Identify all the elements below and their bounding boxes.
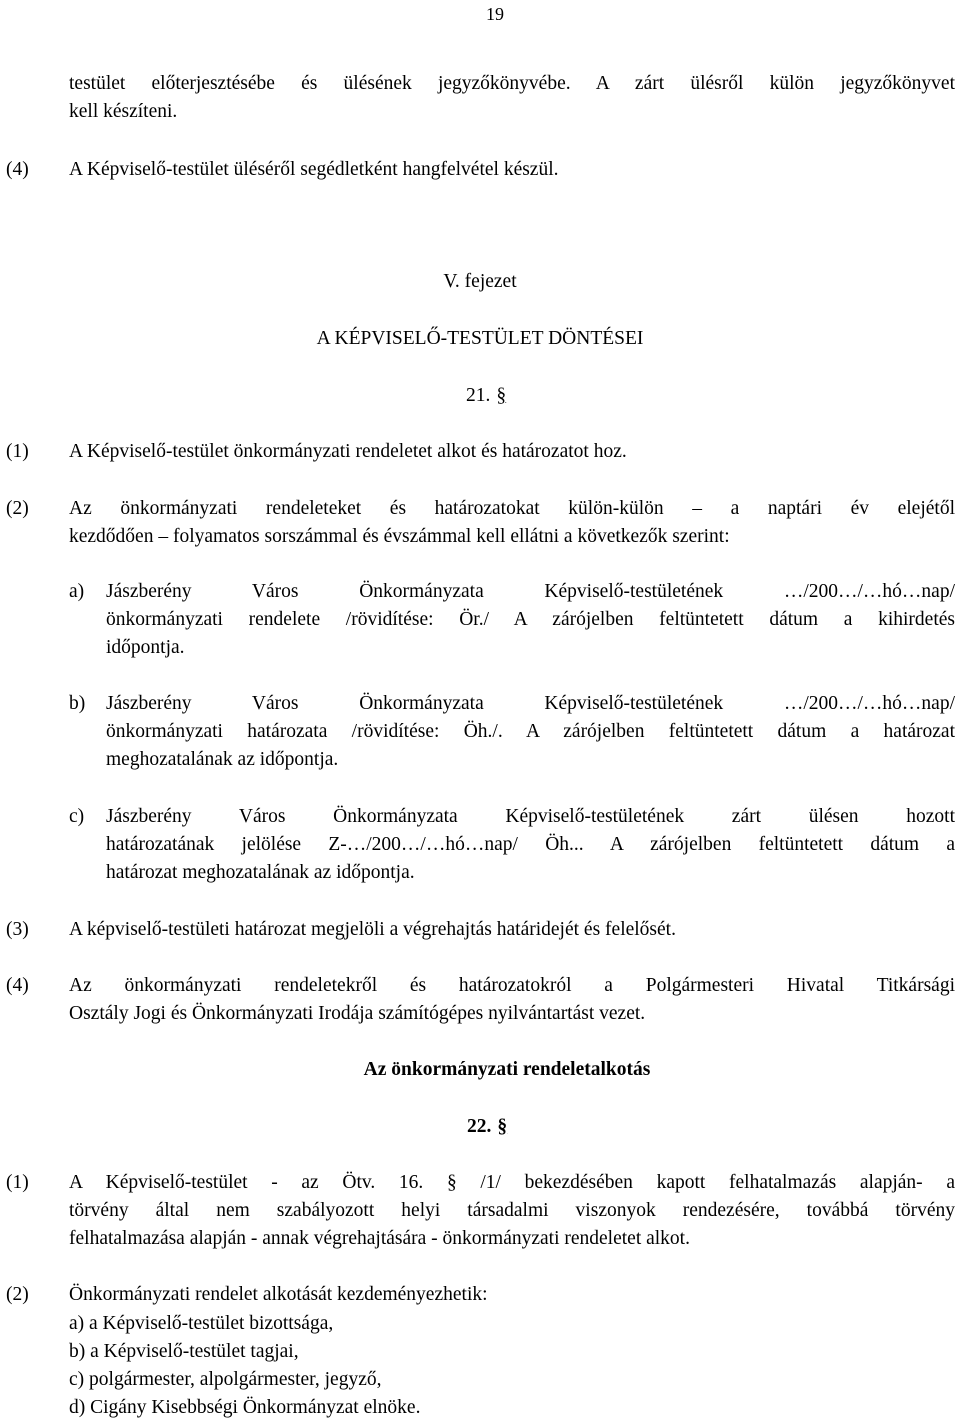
s22-1-text <box>69 1169 955 1253</box>
s21-3-number: (3) <box>6 919 29 940</box>
item-b-line-2: önkormányzati határozata /rövidítése: Öh./. A zárójelben feltüntetett dátum a határozat <box>106 721 955 742</box>
s21-4-line-1: Az önkormányzati rendeletekről és határozatokról a Polgármesteri Hivatal Titkársági <box>69 975 955 996</box>
list-item: d) Cigány Kisebbségi Önkormányzat elnöke. <box>69 1397 421 1418</box>
section-21-label: 21. <box>466 385 491 406</box>
item-a-line-2: önkormányzati rendelete /rövidítése: Ör./ A zárójelben feltüntetett dátum a kihirdetés <box>106 609 955 630</box>
item-a-text <box>106 578 955 662</box>
s-top4-number: (4) <box>6 159 29 180</box>
list-item: b) a Képviselő-testület tagjai, <box>69 1341 299 1362</box>
item-b-line-1: Jászberény Város Önkormányzata Képviselő-testületének …/200…/…hó…nap/ <box>106 693 955 714</box>
s-top4-text: A Képviselő-testület üléséről segédletként hangfelvétel készül. <box>69 159 559 180</box>
list-item: c) polgármester, alpolgármester, jegyző, <box>69 1369 382 1390</box>
section-symbol-icon: § <box>497 1116 508 1137</box>
chapter-title: A KÉPVISELŐ-TESTÜLET DÖNTÉSEI <box>316 328 644 349</box>
item-b-label: b) <box>69 693 86 714</box>
section-symbol-icon: § <box>496 385 507 406</box>
s21-4-text <box>69 972 955 1028</box>
s21-1-text: A Képviselő-testület önkormányzati rendeletet alkot és határozatot hoz. <box>69 441 627 462</box>
s21-2-text <box>69 495 955 551</box>
s22-1-line-3: felhatalmazása alapján - annak végrehajtására - önkormányzati rendeletet alkot. <box>69 1228 690 1249</box>
s22-1-line-1: A Képviselő-testület - az Ötv. 16. § /1/ bekezdésében kapott felhatalmazás alapján- a <box>69 1172 955 1193</box>
s21-4-number: (4) <box>6 975 29 996</box>
item-c-label: c) <box>69 806 85 827</box>
top-line-2: kell készíteni. <box>69 101 178 122</box>
section-22-heading <box>467 1113 507 1141</box>
section-21-heading <box>466 382 506 410</box>
item-c-text <box>106 803 955 887</box>
s21-3-text: A képviselő-testületi határozat megjelöli a végrehajtás határidejét és felelősét. <box>69 919 676 940</box>
item-b-line-3: meghozatalának az időpontja. <box>106 749 339 770</box>
s21-2-line-1: Az önkormányzati rendeleteket és határozatokat külön-külön – a naptári év elejétől <box>69 498 955 519</box>
item-b-text <box>106 690 955 774</box>
s21-1-number: (1) <box>6 441 29 462</box>
top-paragraph <box>69 70 955 126</box>
s22-1-line-2: törvény által nem szabályozott helyi társadalmi viszonyok rendezésére, továbbá törvény <box>69 1200 955 1221</box>
list-item: a) a Képviselő-testület bizottsága, <box>69 1313 334 1334</box>
s21-2-number: (2) <box>6 498 29 519</box>
s22-2-number: (2) <box>6 1284 29 1305</box>
section-22-label: 22. <box>467 1116 492 1137</box>
item-c-line-1: Jászberény Város Önkormányzata Képviselő-testületének zárt ülésen hozott <box>106 806 955 827</box>
item-a-label: a) <box>69 581 85 602</box>
page-number: 19 <box>486 4 504 24</box>
item-c-line-3: határozat meghozatalának az időpontja. <box>106 862 415 883</box>
s21-2-line-2: kezdődően – folyamatos sorszámmal és évszámmal kell ellátni a következők szerint: <box>69 526 730 547</box>
item-a-line-3: időpontja. <box>106 637 185 658</box>
s21-4-line-2: Osztály Jogi és Önkormányzati Irodája számítógépes nyilvántartást vezet. <box>69 1003 646 1024</box>
top-line-1: testület előterjesztésébe és ülésének jegyzőkönyvébe. A zárt ülésről külön jegyzőkönyvet <box>69 73 955 94</box>
item-a-line-1: Jászberény Város Önkormányzata Képviselő-testületének …/200…/…hó…nap/ <box>106 581 955 602</box>
s22-1-number: (1) <box>6 1172 29 1193</box>
subsection-title: Az önkormányzati rendeletalkotás <box>363 1059 651 1080</box>
s22-2-text: Önkormányzati rendelet alkotását kezdeményezhetik: <box>69 1284 488 1305</box>
item-c-line-2: határozatának jelölése Z-…/200…/…hó…nap/ Öh... A zárójelben feltüntetett dátum a <box>106 834 955 855</box>
chapter-number: V. fejezet <box>443 271 517 292</box>
